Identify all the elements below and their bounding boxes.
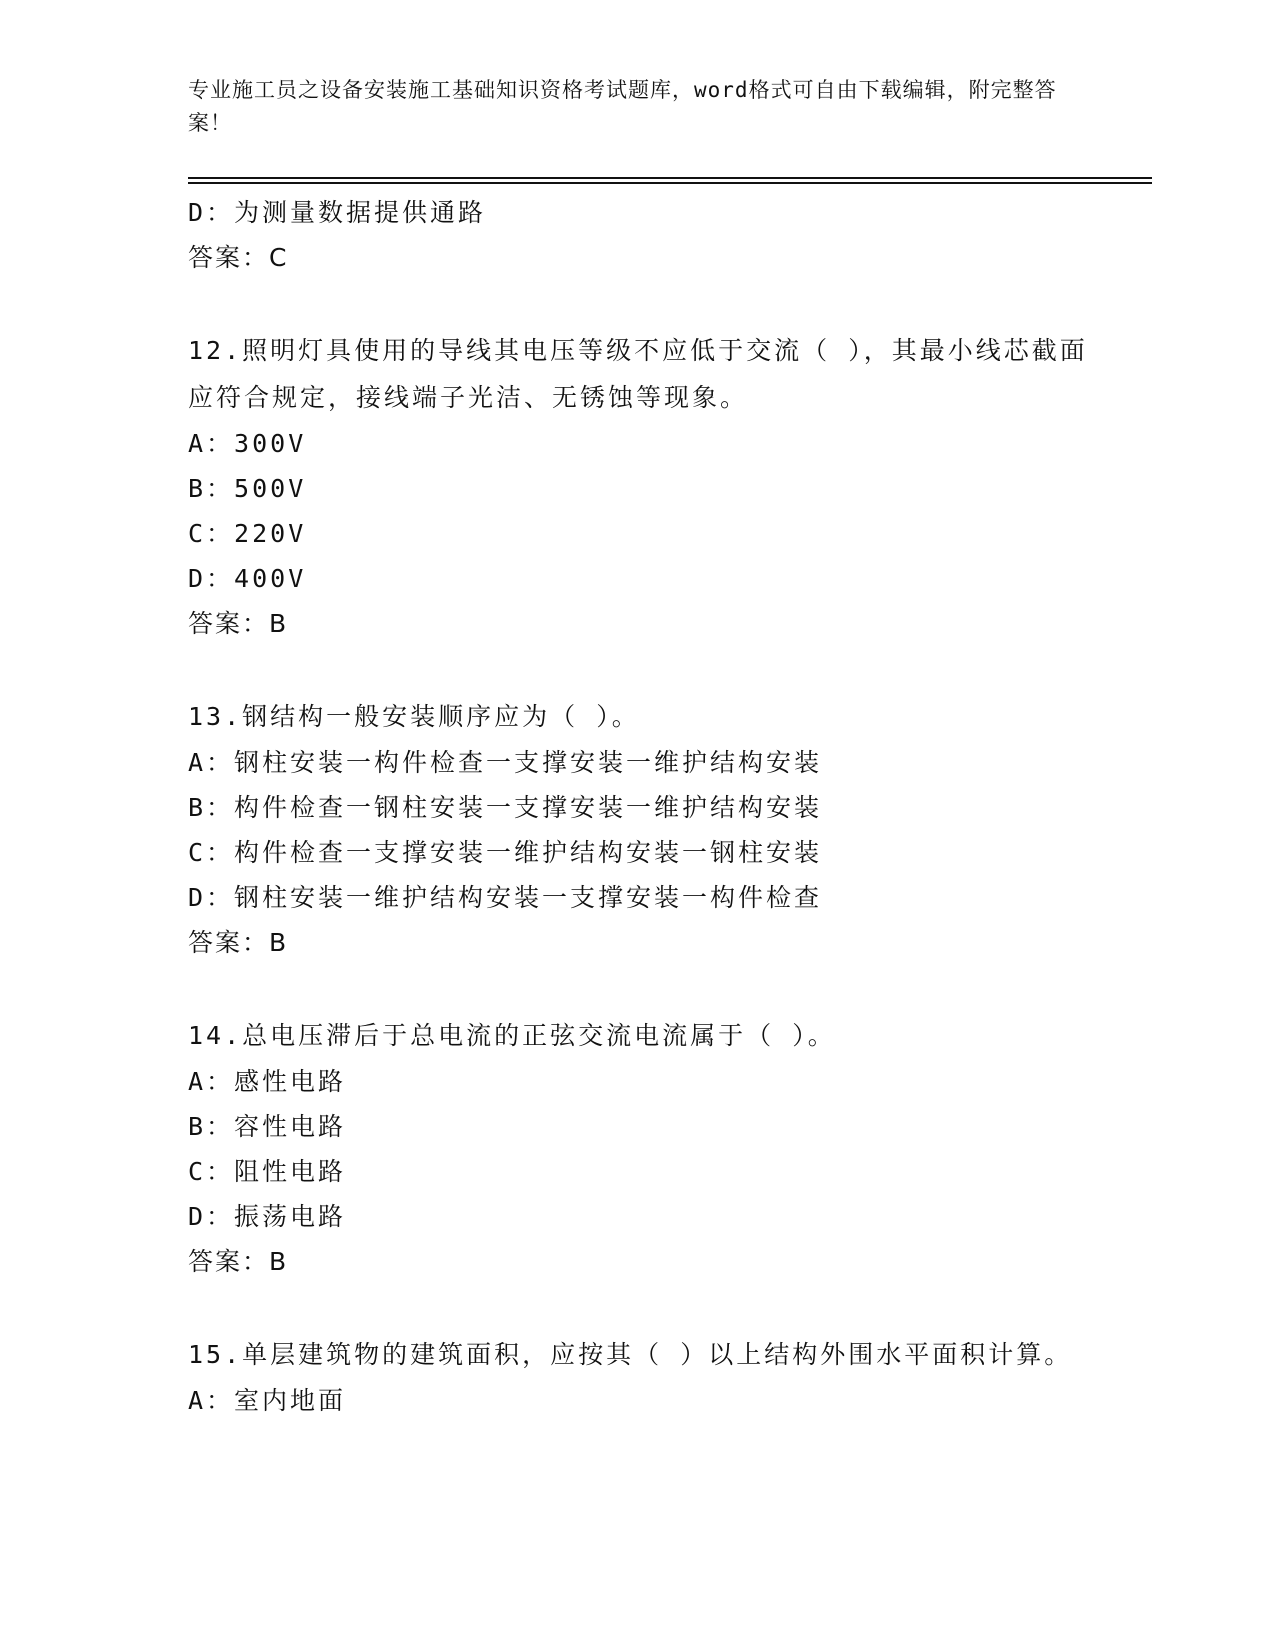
question-stem: 13.钢结构一般安装顺序应为（ ）。 [188,702,640,731]
question-stem: 14.总电压滞后于总电流的正弦交流电流属于（ ）。 [188,1021,836,1050]
option-c: C：220V [188,519,307,548]
option-b: B：容性电路 [188,1112,347,1141]
question-15 [188,1331,1088,1423]
option-a: A：300V [188,429,307,458]
question-12 [188,327,1088,646]
spacer [188,646,1088,693]
option-d: D：400V [188,564,307,593]
answer-line: 答案：B [188,928,289,957]
answer-line: 答案：B [188,1247,289,1276]
answer-line: 答案：B [188,609,289,638]
option-c: C：构件检查一支撑安装一维护结构安装一钢柱安装 [188,838,823,867]
option-a: A：感性电路 [188,1067,347,1096]
question-stem: 12.照明灯具使用的导线其电压等级不应低于交流（ ），其最小线芯截面应符合规定，接线端子光洁、无锈蚀等现象。 [188,336,1088,412]
header-divider [188,177,1152,179]
question-13 [188,693,1088,965]
question-14 [188,1012,1088,1284]
option-c: C：阻性电路 [188,1157,347,1186]
answer-line: 答案：C [188,243,289,272]
option-a: A：室内地面 [188,1386,347,1415]
option-d: D：振荡电路 [188,1202,347,1231]
option-b: B：构件检查一钢柱安装一支撑安装一维护结构安装 [188,793,823,822]
option-d: D：钢柱安装一维护结构安装一支撑安装一构件检查 [188,883,823,912]
page-header: 专业施工员之设备安装施工基础知识资格考试题库，word格式可自由下载编辑，附完整答案！ [188,78,1057,135]
option-d: D：为测量数据提供通路 [188,198,487,227]
spacer [188,280,1088,327]
question-content [188,190,1088,1423]
option-a: A：钢柱安装一构件检查一支撑安装一维护结构安装 [188,748,823,777]
spacer [188,965,1088,1012]
option-b: B：500V [188,474,307,503]
header-divider-secondary [188,182,1152,184]
spacer [188,1284,1088,1331]
question-stem: 15.单层建筑物的建筑面积，应按其（ ）以上结构外围水平面积计算。 [188,1340,1073,1369]
